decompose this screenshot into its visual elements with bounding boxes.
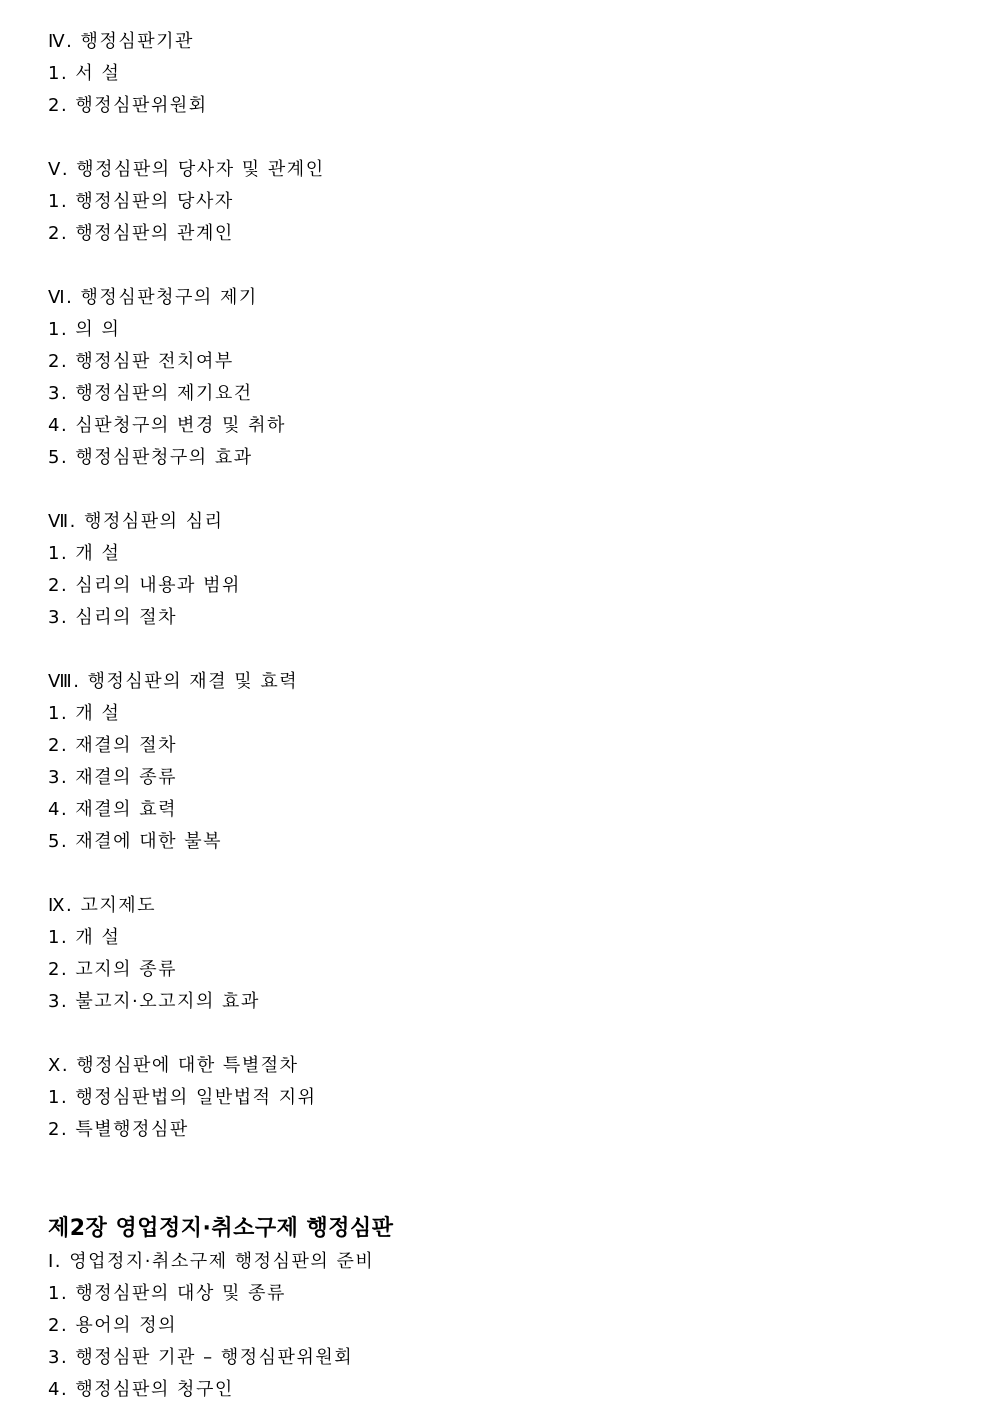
list-item: 2. 심리의 내용과 범위 bbox=[48, 575, 241, 596]
section-4 bbox=[48, 26, 948, 122]
list-item: 2. 용어의 정의 bbox=[48, 1315, 178, 1336]
list-item: 1. 행정심판의 당사자 bbox=[48, 191, 234, 212]
section-heading: Ⅹ. 행정심판에 대한 특별절차 bbox=[48, 1055, 299, 1076]
list-item: 2. 행정심판의 관계인 bbox=[48, 223, 234, 244]
list-item: 2. 재결의 절차 bbox=[48, 735, 178, 756]
section-heading: Ⅰ. 영업정지·취소구제 행정심판의 준비 bbox=[48, 1251, 375, 1272]
list-item: 1. 개 설 bbox=[48, 703, 121, 724]
section-5 bbox=[48, 154, 948, 250]
list-item: 1. 행정심판의 대상 및 종류 bbox=[48, 1283, 286, 1304]
list-item: 1. 행정심판법의 일반법적 지위 bbox=[48, 1087, 317, 1108]
section-heading: Ⅶ. 행정심판의 심리 bbox=[48, 511, 224, 532]
list-item: 3. 행정심판 기관 – 행정심판위원회 bbox=[48, 1347, 354, 1368]
document-page bbox=[48, 26, 948, 1406]
section-heading: Ⅸ. 고지제도 bbox=[48, 895, 157, 916]
list-item: 2. 행정심판 전치여부 bbox=[48, 351, 234, 372]
list-item: 4. 심판청구의 변경 및 취하 bbox=[48, 415, 286, 436]
section-8 bbox=[48, 666, 948, 858]
section-heading: Ⅴ. 행정심판의 당사자 및 관계인 bbox=[48, 159, 325, 180]
list-item: 3. 재결의 종류 bbox=[48, 767, 178, 788]
list-item: 2. 특별행정심판 bbox=[48, 1119, 189, 1140]
list-item: 1. 서 설 bbox=[48, 63, 121, 84]
list-item: 1. 개 설 bbox=[48, 927, 121, 948]
chapter-title: 제2장 영업정지·취소구제 행정심판 bbox=[48, 1216, 394, 1241]
section-heading: Ⅷ. 행정심판의 재결 및 효력 bbox=[48, 671, 299, 692]
section-6 bbox=[48, 282, 948, 474]
chapter-2 bbox=[48, 1212, 948, 1406]
list-item: 3. 심리의 절차 bbox=[48, 607, 178, 628]
list-item: 5. 행정심판청구의 효과 bbox=[48, 447, 253, 468]
list-item: 4. 재결의 효력 bbox=[48, 799, 178, 820]
section-9 bbox=[48, 890, 948, 1018]
section-7 bbox=[48, 506, 948, 634]
section-heading: Ⅵ. 행정심판청구의 제기 bbox=[48, 287, 258, 308]
list-item: 3. 행정심판의 제기요건 bbox=[48, 383, 253, 404]
section-heading: Ⅳ. 행정심판기관 bbox=[48, 31, 194, 52]
list-item: 2. 고지의 종류 bbox=[48, 959, 178, 980]
list-item: 1. 의 의 bbox=[48, 319, 121, 340]
list-item: 5. 재결에 대한 불복 bbox=[48, 831, 223, 852]
section-10 bbox=[48, 1050, 948, 1146]
list-item: 4. 행정심판의 청구인 bbox=[48, 1379, 234, 1400]
list-item: 2. 행정심판위원회 bbox=[48, 95, 208, 116]
list-item: 1. 개 설 bbox=[48, 543, 121, 564]
list-item: 3. 불고지·오고지의 효과 bbox=[48, 991, 260, 1012]
